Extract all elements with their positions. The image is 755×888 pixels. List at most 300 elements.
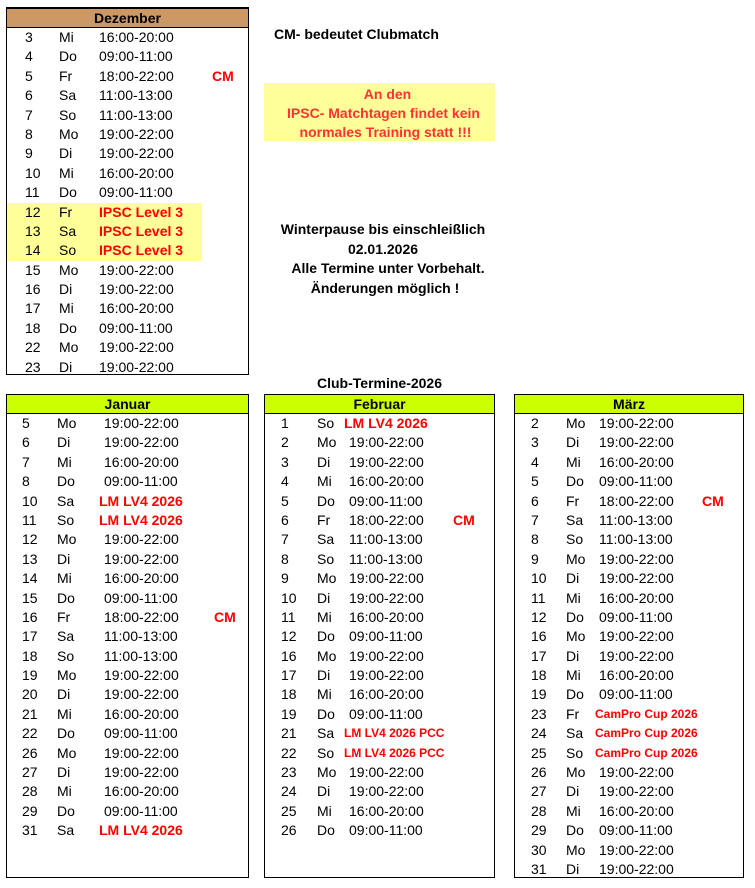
table-row (7, 647, 248, 666)
weekday: Mi (566, 667, 581, 684)
weekday: Mo (59, 125, 79, 142)
table-row (515, 860, 743, 879)
weekday: Do (317, 822, 335, 839)
day-number: 30 (531, 841, 547, 858)
time-slot: 11:00-13:00 (349, 550, 423, 567)
day-number: 29 (531, 822, 547, 839)
time-slot: 19:00-22:00 (599, 434, 674, 451)
day-number: 13 (25, 222, 41, 239)
day-number: 26 (531, 764, 547, 781)
weekday: Mi (566, 453, 581, 470)
day-number: 2 (531, 415, 539, 431)
day-number: 22 (25, 339, 41, 356)
day-number: 25 (531, 744, 547, 761)
table-row (7, 299, 248, 318)
day-number: 28 (22, 783, 38, 800)
day-number: 25 (281, 802, 297, 819)
table-row (515, 802, 743, 821)
event-label: LM LV4 2026 PCC (344, 726, 445, 741)
weekday: Mi (59, 29, 74, 45)
weekday: Mi (566, 589, 581, 606)
weekday: Mi (317, 802, 332, 819)
time-slot: 19:00-22:00 (599, 628, 674, 645)
weekday: Mi (57, 783, 72, 800)
table-row (7, 589, 248, 608)
weekday: Mo (566, 841, 586, 858)
weekday: Mo (59, 261, 79, 278)
event-label: CamPro Cup 2026 (595, 745, 698, 760)
time-slot: 16:00-20:00 (104, 570, 179, 587)
warning-line: An den (363, 86, 412, 102)
table-row (515, 569, 743, 588)
time-slot: 11:00-13:00 (599, 531, 673, 548)
day-number: 17 (25, 300, 41, 317)
time-slot: 19:00-22:00 (99, 125, 174, 142)
februar-table (264, 394, 495, 878)
event-label: LM LV4 2026 PCC (344, 745, 445, 760)
weekday: So (57, 647, 75, 664)
weekday: Do (57, 473, 75, 490)
day-number: 5 (281, 492, 289, 509)
event-label: IPSC Level 3 (99, 222, 184, 239)
time-slot: 16:00-20:00 (349, 473, 424, 490)
januar-table (6, 394, 249, 878)
day-number: 26 (281, 822, 297, 839)
maerz-header: März (515, 395, 743, 414)
day-number: 17 (281, 667, 297, 684)
table-row (265, 608, 494, 627)
time-slot: 16:00-20:00 (99, 300, 174, 317)
time-slot: 19:00-22:00 (99, 145, 174, 162)
time-slot: 09:00-11:00 (99, 184, 173, 201)
time-slot: 16:00-20:00 (599, 802, 674, 819)
februar-rows (265, 414, 494, 841)
day-number: 7 (25, 106, 33, 123)
time-slot: 16:00-20:00 (99, 29, 174, 45)
day-number: 1 (281, 415, 289, 431)
table-row (7, 319, 248, 338)
time-slot: 19:00-22:00 (349, 647, 424, 664)
day-number: 10 (281, 589, 297, 606)
day-number: 11 (22, 511, 37, 528)
day-number: 11 (25, 184, 40, 201)
weekday: Do (59, 319, 77, 336)
weekday: Do (566, 686, 584, 703)
weekday: Mo (566, 415, 586, 431)
time-slot: 09:00-11:00 (104, 589, 178, 606)
event-label: IPSC Level 3 (99, 203, 184, 220)
table-row (7, 144, 248, 163)
time-slot: 19:00-22:00 (599, 860, 674, 877)
table-row (515, 608, 743, 627)
event-label: LM LV4 2026 (99, 511, 183, 528)
table-row (265, 782, 494, 801)
table-row (7, 744, 248, 763)
time-slot: 18:00-22:00 (99, 67, 174, 84)
weekday: Do (59, 48, 77, 65)
day-number: 19 (281, 705, 297, 722)
table-row (265, 685, 494, 704)
table-row (7, 125, 248, 144)
day-number: 16 (25, 281, 41, 298)
weekday: Do (57, 589, 75, 606)
table-row (7, 28, 248, 47)
weekday: Mi (59, 300, 74, 317)
weekday: Do (317, 705, 335, 722)
table-row (515, 414, 743, 433)
day-number: 7 (281, 531, 289, 548)
table-row (265, 627, 494, 646)
weekday: Do (566, 822, 584, 839)
day-number: 22 (22, 725, 38, 742)
weekday: Sa (566, 725, 584, 742)
day-number: 19 (22, 667, 38, 684)
day-number: 15 (22, 589, 38, 606)
day-number: 13 (22, 550, 38, 567)
table-row (515, 647, 743, 666)
time-slot: 16:00-20:00 (349, 686, 424, 703)
day-number: 18 (25, 319, 41, 336)
day-number: 14 (22, 570, 38, 587)
table-row (265, 453, 494, 472)
day-number: 4 (25, 48, 33, 65)
table-row (265, 821, 494, 840)
event-label: LM LV4 2026 (344, 415, 428, 431)
weekday: Mo (317, 570, 337, 587)
januar-rows (7, 414, 248, 841)
table-row (7, 67, 248, 86)
weekday: Di (566, 570, 580, 587)
table-row (265, 744, 494, 763)
table-row (7, 685, 248, 704)
table-row (7, 550, 248, 569)
day-number: 5 (531, 473, 539, 490)
table-row (515, 433, 743, 452)
table-row (515, 627, 743, 646)
table-row (7, 821, 248, 840)
time-slot: 19:00-22:00 (349, 764, 424, 781)
table-row (7, 261, 248, 280)
table-row (7, 86, 248, 105)
table-row (7, 241, 202, 260)
weekday: Mo (57, 744, 77, 761)
time-slot: 09:00-11:00 (349, 822, 423, 839)
weekday: Di (317, 667, 331, 684)
day-number: 3 (25, 29, 33, 45)
table-row (515, 782, 743, 801)
table-row (265, 550, 494, 569)
december-table (6, 7, 249, 375)
day-number: 16 (22, 608, 38, 625)
weekday: Di (317, 453, 331, 470)
table-row (7, 705, 248, 724)
time-slot: 19:00-22:00 (104, 434, 179, 451)
weekday: Mo (317, 764, 337, 781)
day-number: 3 (531, 434, 539, 451)
winter-line: Alle Termine unter Vorbehalt. (291, 260, 485, 276)
time-slot: 19:00-22:00 (349, 453, 424, 470)
time-slot: 09:00-11:00 (349, 705, 423, 722)
day-number: 6 (281, 511, 289, 528)
time-slot: 19:00-22:00 (599, 415, 674, 431)
clubmatch-legend: CM- bedeutet Clubmatch (274, 26, 439, 42)
day-number: 23 (25, 358, 41, 375)
time-slot: 18:00-22:00 (104, 608, 179, 625)
weekday: Di (566, 860, 580, 877)
weekday: Mi (57, 705, 72, 722)
time-slot: 19:00-22:00 (104, 415, 179, 431)
time-slot: 09:00-11:00 (599, 686, 673, 703)
day-number: 6 (22, 434, 30, 451)
time-slot: 16:00-20:00 (104, 705, 179, 722)
day-number: 17 (531, 647, 547, 664)
time-slot: 09:00-11:00 (104, 802, 178, 819)
weekday: Di (57, 764, 71, 781)
day-number: 3 (281, 453, 289, 470)
weekday: So (317, 415, 335, 431)
table-row (7, 453, 248, 472)
weekday: Do (566, 608, 584, 625)
table-row (515, 550, 743, 569)
table-row (515, 589, 743, 608)
day-number: 12 (281, 628, 297, 645)
januar-header: Januar (7, 395, 248, 414)
time-slot: 19:00-22:00 (99, 339, 174, 356)
table-row (265, 724, 494, 743)
event-label: CamPro Cup 2026 (595, 706, 698, 721)
time-slot: 19:00-22:00 (349, 589, 424, 606)
time-slot: 19:00-22:00 (104, 764, 179, 781)
time-slot: 11:00-13:00 (349, 531, 423, 548)
weekday: Mi (317, 686, 332, 703)
weekday: Do (566, 473, 584, 490)
time-slot: 16:00-20:00 (599, 453, 674, 470)
table-row (7, 666, 248, 685)
winter-line: Änderungen möglich ! (310, 279, 460, 296)
weekday: Di (57, 550, 71, 567)
time-slot: 16:00-20:00 (349, 608, 424, 625)
table-row (7, 358, 248, 377)
time-slot: 11:00-13:00 (99, 87, 173, 104)
table-row (515, 492, 743, 511)
table-row (7, 802, 248, 821)
day-number: 8 (531, 531, 539, 548)
section-title: Club-Termine-2026 (317, 375, 442, 391)
table-row (7, 627, 248, 646)
day-number: 2 (281, 434, 289, 451)
time-slot: 18:00-22:00 (349, 511, 424, 528)
weekday: So (317, 550, 335, 567)
time-slot: 19:00-22:00 (349, 667, 424, 684)
table-row (7, 280, 248, 299)
weekday: Fr (59, 67, 73, 84)
warning-line: normales Training statt !!! (299, 124, 472, 140)
day-number: 11 (531, 589, 546, 606)
table-row (515, 744, 743, 763)
day-number: 18 (22, 647, 38, 664)
table-row (265, 705, 494, 724)
weekday: Sa (57, 492, 75, 509)
weekday: Fr (59, 203, 73, 220)
time-slot: 19:00-22:00 (599, 647, 674, 664)
table-row (265, 589, 494, 608)
table-row (7, 569, 248, 588)
time-slot: 09:00-11:00 (349, 492, 423, 509)
day-number: 5 (22, 415, 30, 431)
time-slot: 19:00-22:00 (99, 261, 174, 278)
day-number: 12 (531, 608, 547, 625)
day-number: 8 (281, 550, 289, 567)
day-number: 6 (531, 492, 539, 509)
day-number: 15 (25, 261, 41, 278)
time-slot: 18:00-22:00 (599, 492, 674, 509)
weekday: Mo (57, 531, 77, 548)
weekday: Di (317, 783, 331, 800)
table-row (265, 530, 494, 549)
day-number: 9 (281, 570, 289, 587)
time-slot: 16:00-20:00 (104, 783, 179, 800)
time-slot: 19:00-22:00 (104, 744, 179, 761)
time-slot: 19:00-22:00 (104, 531, 179, 548)
time-slot: 19:00-22:00 (104, 550, 179, 567)
clubmatch-badge: CM (214, 608, 236, 625)
day-number: 4 (531, 453, 539, 470)
weekday: Di (57, 686, 71, 703)
weekday: Mi (566, 802, 581, 819)
weekday: Sa (57, 628, 75, 645)
februar-header: Februar (265, 395, 494, 414)
day-number: 7 (22, 453, 30, 470)
time-slot: 19:00-22:00 (599, 550, 674, 567)
weekday: Mi (317, 608, 332, 625)
maerz-table (514, 394, 744, 878)
table-row (265, 802, 494, 821)
table-row (7, 511, 248, 530)
weekday: Mo (59, 339, 79, 356)
day-number: 24 (281, 783, 297, 800)
day-number: 27 (531, 783, 547, 800)
weekday: Sa (317, 725, 335, 742)
day-number: 7 (531, 511, 539, 528)
maerz-rows (515, 414, 743, 879)
weekday: Mo (566, 764, 586, 781)
weekday: Fr (317, 511, 331, 528)
day-number: 18 (531, 667, 547, 684)
day-number: 16 (531, 628, 547, 645)
day-number: 17 (22, 628, 38, 645)
day-number: 14 (25, 242, 41, 259)
time-slot: 11:00-13:00 (104, 628, 178, 645)
table-row (265, 511, 494, 530)
weekday: Di (566, 434, 580, 451)
table-row (7, 530, 248, 549)
ipsc-warning (264, 83, 495, 141)
weekday: Do (317, 628, 335, 645)
time-slot: 09:00-11:00 (349, 628, 423, 645)
day-number: 10 (25, 164, 41, 181)
day-number: 12 (22, 531, 38, 548)
table-row (7, 338, 248, 357)
table-row (515, 705, 743, 724)
time-slot: 09:00-11:00 (599, 473, 673, 490)
weekday: Mo (317, 434, 337, 451)
weekday: So (566, 531, 584, 548)
event-label: LM LV4 2026 (99, 492, 183, 509)
weekday: Do (59, 184, 77, 201)
table-row (7, 433, 248, 452)
time-slot: 19:00-22:00 (349, 783, 424, 800)
day-number: 29 (22, 802, 38, 819)
day-number: 23 (531, 705, 547, 722)
table-row (515, 511, 743, 530)
table-row (7, 763, 248, 782)
time-slot: 11:00-13:00 (99, 106, 173, 123)
table-row (515, 530, 743, 549)
weekday: Mi (317, 473, 332, 490)
table-row (7, 492, 248, 511)
weekday: Mi (57, 453, 72, 470)
december-rows (7, 28, 248, 377)
time-slot: 09:00-11:00 (99, 48, 173, 65)
time-slot: 19:00-22:00 (99, 281, 174, 298)
day-number: 12 (25, 203, 41, 220)
day-number: 9 (25, 145, 33, 162)
table-row (265, 433, 494, 452)
day-number: 20 (22, 686, 38, 703)
day-number: 28 (531, 802, 547, 819)
day-number: 21 (281, 725, 297, 742)
table-row (7, 106, 248, 125)
time-slot: 09:00-11:00 (599, 822, 673, 839)
day-number: 11 (281, 608, 296, 625)
time-slot: 16:00-20:00 (349, 802, 424, 819)
weekday: So (317, 744, 335, 761)
table-row (7, 203, 202, 222)
day-number: 10 (531, 570, 547, 587)
weekday: So (57, 511, 75, 528)
clubmatch-badge: CM (212, 67, 234, 84)
december-header: Dezember (7, 7, 248, 28)
weekday: Di (317, 589, 331, 606)
weekday: Mo (566, 550, 586, 567)
day-number: 24 (531, 725, 547, 742)
table-row (515, 453, 743, 472)
table-row (515, 763, 743, 782)
time-slot: 19:00-22:00 (349, 434, 424, 451)
time-slot: 16:00-20:00 (599, 667, 674, 684)
day-number: 8 (22, 473, 30, 490)
day-number: 27 (22, 764, 38, 781)
day-number: 9 (531, 550, 539, 567)
time-slot: 19:00-22:00 (99, 358, 174, 375)
weekday: So (566, 744, 584, 761)
table-row (265, 666, 494, 685)
day-number: 5 (25, 67, 33, 84)
table-row (265, 647, 494, 666)
weekday: Fr (57, 608, 71, 625)
time-slot: 16:00-20:00 (599, 589, 674, 606)
table-row (515, 685, 743, 704)
day-number: 19 (531, 686, 547, 703)
table-row (7, 608, 248, 627)
weekday: Mo (57, 667, 77, 684)
table-row (7, 164, 248, 183)
day-number: 10 (22, 492, 38, 509)
winter-notice (258, 220, 508, 298)
weekday: Fr (566, 492, 580, 509)
weekday: Do (57, 802, 75, 819)
clubmatch-badge: CM (702, 492, 724, 509)
